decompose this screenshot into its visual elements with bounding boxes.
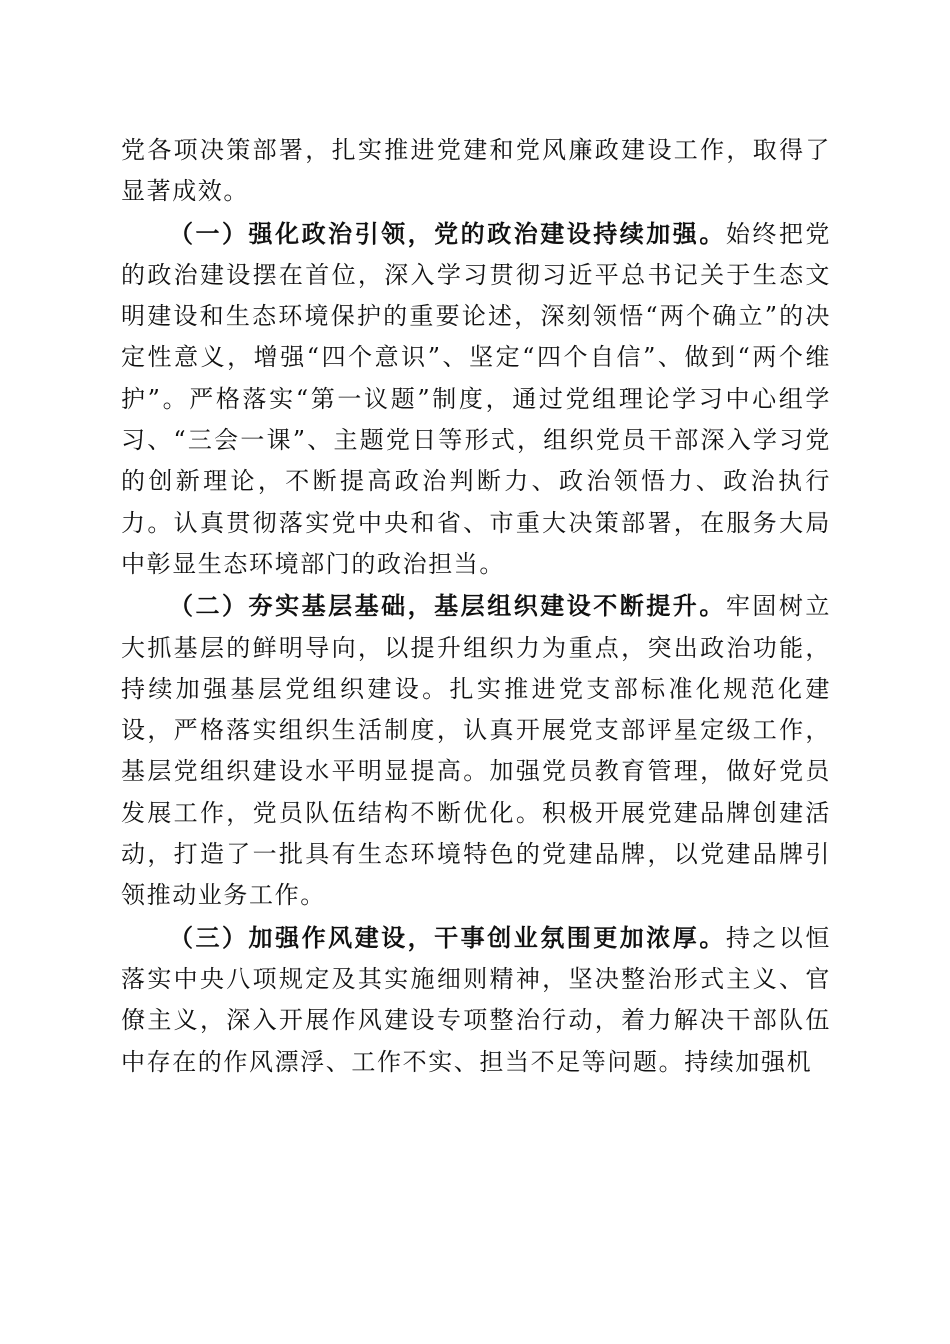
- paragraph-text: 党各项决策部署，扎实推进党建和党风廉政建设工作，取得了显著成效。: [121, 136, 831, 206]
- section-heading-1: （一）强化政治引领，党的政治建设持续加强。: [169, 218, 726, 248]
- paragraph-continuation: [121, 130, 831, 213]
- paragraph-grassroots-organization: [121, 585, 831, 916]
- document-body: [121, 130, 831, 1083]
- paragraph-political-construction: [121, 213, 831, 586]
- paragraph-text: 始终把党的政治建设摆在首位，深入学习贯彻习近平总书记关于生态文明建设和生态环境保护的重要论述，深刻领悟“两个确立”的决定性意义，增强“四个意识”、坚定“四个自信”、做到“两个维护”。严格落实“第一议题”制度，通过党组理论学习中心组学习、“三会一课”、主题党日等形式，组织党员干部深入学习党的创新理论，不断提高政治判断力、政治领悟力、政治执行力。认真贯彻落实党中央和省、市重大决策部署，在服务大局中彰显生态环境部门的政治担当。: [121, 219, 831, 578]
- paragraph-work-style: [121, 917, 831, 1083]
- paragraph-text: 牢固树立大抓基层的鲜明导向，以提升组织力为重点，突出政治功能，持续加强基层党组织建设。扎实推进党支部标准化规范化建设，严格落实组织生活制度，认真开展党支部评星定级工作，基层党组织建设水平明显提高。加强党员教育管理，做好党员发展工作，党员队伍结构不断优化。积极开展党建品牌创建活动，打造了一批具有生态环境特色的党建品牌，以党建品牌引领推动业务工作。: [121, 592, 831, 910]
- section-heading-3: （三）加强作风建设，干事创业氛围更加浓厚。: [169, 922, 726, 952]
- section-heading-2: （二）夯实基层基础，基层组织建设不断提升。: [169, 591, 726, 621]
- paragraph-text: 持之以恒落实中央八项规定及其实施细则精神，坚决整治形式主义、官僚主义，深入开展作风建设专项整治行动，着力解决干部队伍中存在的作风漂浮、工作不实、担当不足等问题。持续加强机: [121, 923, 831, 1076]
